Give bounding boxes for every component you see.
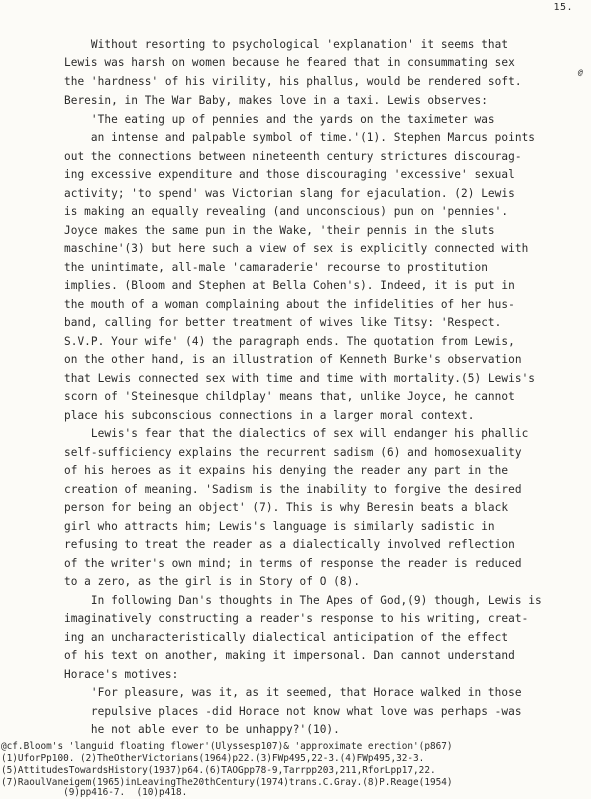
text-line: In following Dan's thoughts in The Apes of God,(9) though, Lewis is [64,594,542,607]
text-line: the mouth of a woman complaining about the infidelities of her hus- [64,298,515,311]
text-line: ing an uncharacteristically dialectical anticipation of the effect [64,631,509,644]
footnote-line: (9)pp416-7. (10)p418. [1,787,188,798]
text-line: maschine'(3) but here such a view of sex is explicitly connected with [64,242,529,255]
footnote-line: (5)AttitudesTowardsHistory(1937)p64.(6)TAOGpp78-9,Tarrpp203,211,RforLpp17,22. [1,765,436,776]
text-line: refusing to treat the reader as a dialectically involved reflection [64,538,515,551]
text-line: that Lewis connected sex with time and time with mortality.(5) Lewis's [64,372,536,385]
text-line: the 'hardness' of his virility, his phallus, would be rendered soft. [64,75,522,88]
text-line: 'The eating up of pennies and the yards on the taximeter was [64,113,495,126]
text-line: imaginatively constructing a reader's response to his writing, creat- [64,612,529,625]
text-line: creation of meaning. 'Sadism is the inability to forgive the desired [64,483,522,496]
text-line: activity; 'to spend' was Victorian slang for ejaculation. (2) Lewis [64,187,515,200]
text-line: to a zero, as the girl is in Story of O (8). [64,575,361,588]
text-line: out the connections between nineteenth century strictures discourag- [64,150,522,163]
text-line: of the writer's own mind; in terms of response the reader is reduced [64,557,522,570]
text-line: S.V.P. Your wife' (4) the paragraph ends. The quotation from Lewis, [64,335,515,348]
text-line: Lewis was harsh on women because he feared that in consummating sex [64,56,515,69]
footnote-line: @cf.Bloom's 'languid floating flower'(Ulyssesp107)& 'approximate erection'(p867) [1,741,453,752]
text-line: of his text on another, making it impersonal. Dan cannot understand [64,649,515,662]
text-line: 'For pleasure, was it, as it seemed, that Horace walked in those [64,686,522,699]
text-line: of his heroes as it expains his denying the reader any part in the [64,464,509,477]
text-line: Beresin, in The War Baby, makes love in a taxi. Lewis observes: [64,94,488,107]
text-line: repulsive places -did Horace not know what love was perhaps -was [64,705,522,718]
text-line: person for being an object' (7). This is why Beresin beats a black [64,501,509,514]
text-line: girl who attracts him; Lewis's language is similarly sadistic in [64,520,495,533]
text-line: on the other hand, is an illustration of Kenneth Burke's observation [64,353,522,366]
text-line: is making an equally revealing (and unconscious) pun on 'pennies'. [64,205,509,218]
page-number: 15. [553,2,573,13]
text-line: he not able ever to be unhappy?'(10). [64,723,340,736]
text-line: band, calling for better treatment of wives like Titsy: 'Respect. [64,316,502,329]
text-line: place his subconscious connections in a larger moral context. [64,409,475,422]
text-line: self-sufficiency explains the recurrent sadism (6) and homosexuality [64,446,522,459]
text-line: implies. (Bloom and Stephen at Bella Cohen's). Indeed, it is put in [64,279,515,292]
footnote-line: (1)UforPp100. (2)TheOtherVictorians(1964)p22.(3)FWp495,22-3.(4)FWp495,32-3. [1,753,425,764]
text-line: scorn of 'Steinesque childplay' means that, unlike Joyce, he cannot [64,390,515,403]
text-line: Without resorting to psychological 'explanation' it seems that [64,38,509,51]
footnote-line: (7)RaoulVaneigem(1965)inLeavingThe20thCentury(1974)trans.C.Gray.(8)P.Reage(1954) [1,777,453,788]
text-line: Joyce makes the same pun in the Wake, 'their pennis in the sluts [64,224,495,237]
text-line: the unintimate, all-male 'camaraderie' recourse to prostitution [64,261,488,274]
text-line: an intense and palpable symbol of time.'(1). Stephen Marcus points [64,131,536,144]
text-line: Lewis's fear that the dialectics of sex will endanger his phallic [64,427,529,440]
text-line: Horace's motives: [64,668,179,681]
margin-mark: @ [578,68,583,77]
text-line: ing excessive expenditure and those discouraging 'excessive' sexual [64,168,515,181]
